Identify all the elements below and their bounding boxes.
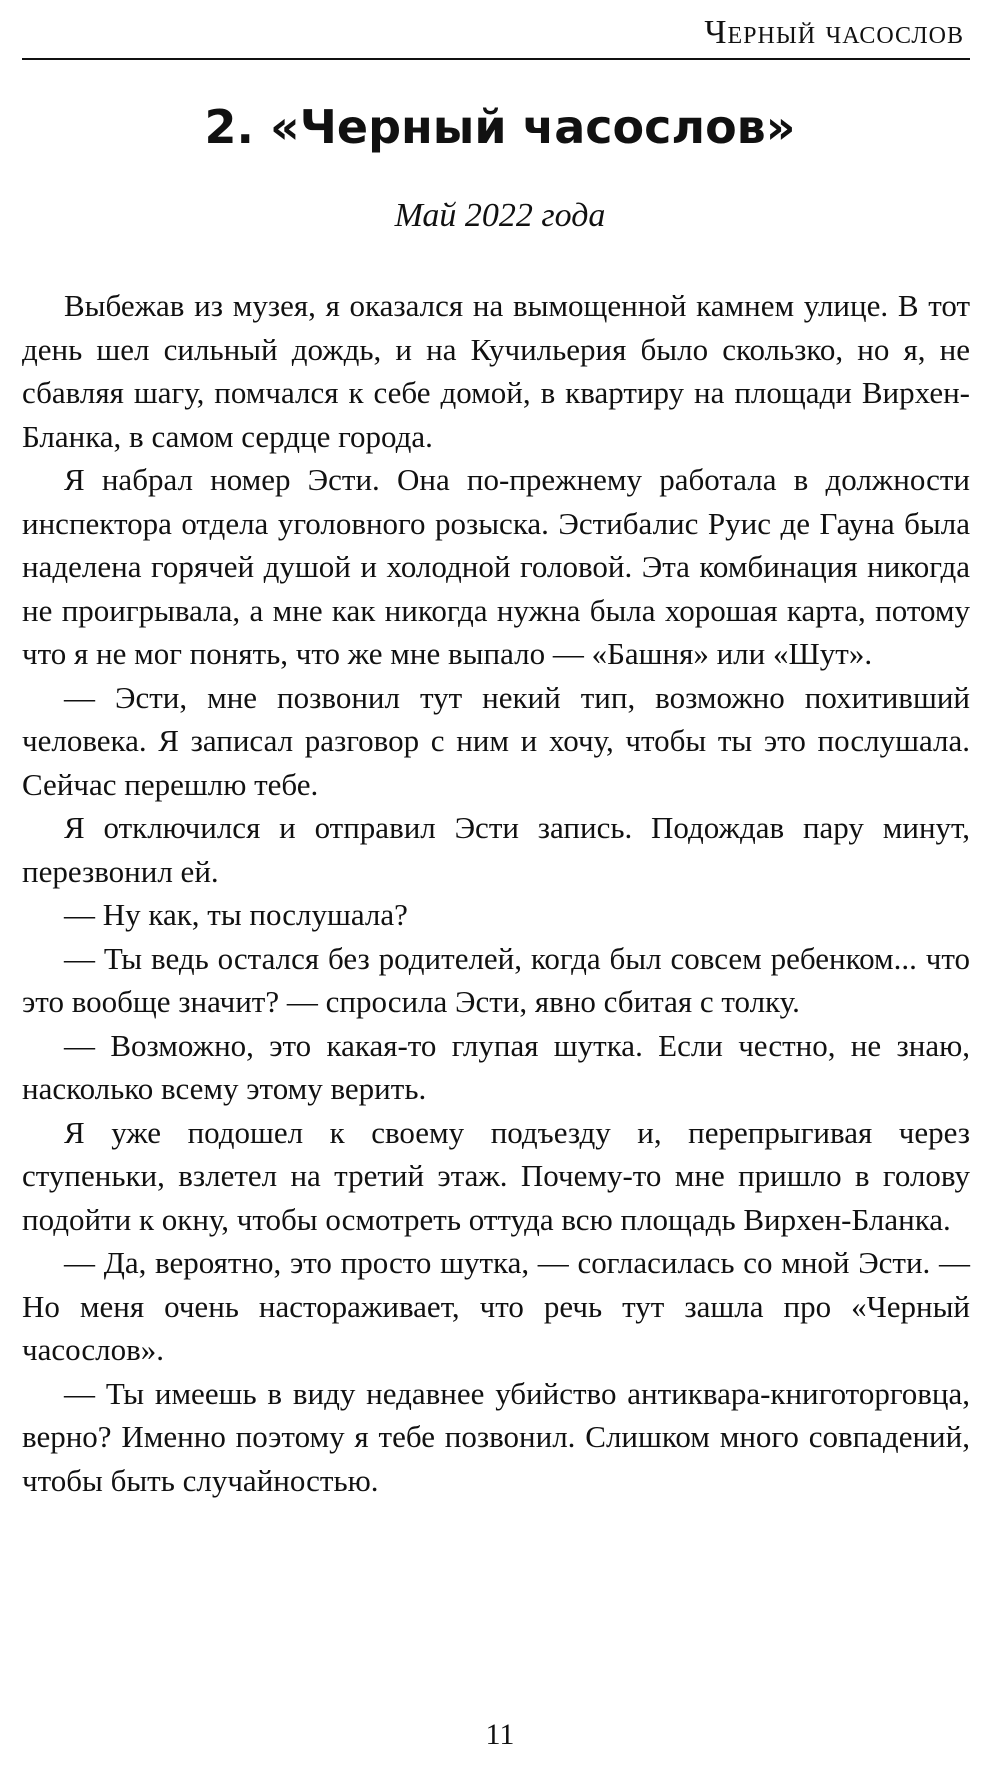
running-header bbox=[22, 8, 970, 60]
paragraph: Выбежав из музея, я оказался на вымощенной камнем улице. В тот день шел сильный дождь, и на Кучильерия было скользко, но я, не сбавляя шагу, помчался к себе домой, в квартиру на площади Вирхен-Бланка, в самом сердце города. bbox=[22, 288, 970, 454]
chapter-date: Май 2022 года bbox=[394, 197, 606, 234]
body-text bbox=[22, 284, 970, 1502]
paragraph: — Возможно, это какая-то глупая шутка. Если честно, не знаю, насколько всему этому верить. bbox=[22, 1027, 970, 1106]
paragraph: Я уже подошел к своему подъезду и, перепрыгивая через ступеньки, взлетел на третий этаж. Почему-то мне пришло в голову подойти к окну, чтобы осмотреть оттуда всю площадь Вирхен-Бланка. bbox=[22, 1114, 970, 1237]
page-number: 11 bbox=[485, 1718, 515, 1751]
running-header-title: Черный часослов bbox=[704, 14, 964, 51]
chapter-title: 2. «Черный часослов» bbox=[204, 100, 796, 154]
paragraph: — Да, вероятно, это просто шутка, — согласилась со мной Эсти. — Но меня очень настораживает, что речь тут зашла про «Черный часослов». bbox=[22, 1245, 970, 1367]
paragraph: — Ты ведь остался без родителей, когда был совсем ребенком... что это вообще значит? — спросила Эсти, явно сбитая с толку. bbox=[22, 940, 970, 1019]
paragraph: Я отключился и отправил Эсти запись. Подождав пару минут, перезвонил ей. bbox=[22, 810, 970, 889]
paragraph: — Ты имеешь в виду недавнее убийство антиквара-книготорговца, верно? Именно поэтому я тебе позвонил. Слишком много совпадений, чтобы быть случайностью. bbox=[22, 1375, 970, 1498]
paragraph: — Эсти, мне позвонил тут некий тип, возможно похитивший человека. Я записал разговор с ним и хочу, чтобы ты это послушала. Сейчас перешлю тебе. bbox=[22, 679, 970, 802]
paragraph: Я набрал номер Эсти. Она по-прежнему работала в должности инспектора отдела уголовного розыска. Эстибалис Руис де Гауна была наделена горячей душой и холодной головой. Эта комбинация никогда не проигрывала, а мне как никогда нужна была хорошая карта, потому что я не мог понять, что же мне выпало — «Башня» или «Шут». bbox=[22, 462, 970, 671]
paragraph: — Ну как, ты послушала? bbox=[64, 897, 408, 932]
